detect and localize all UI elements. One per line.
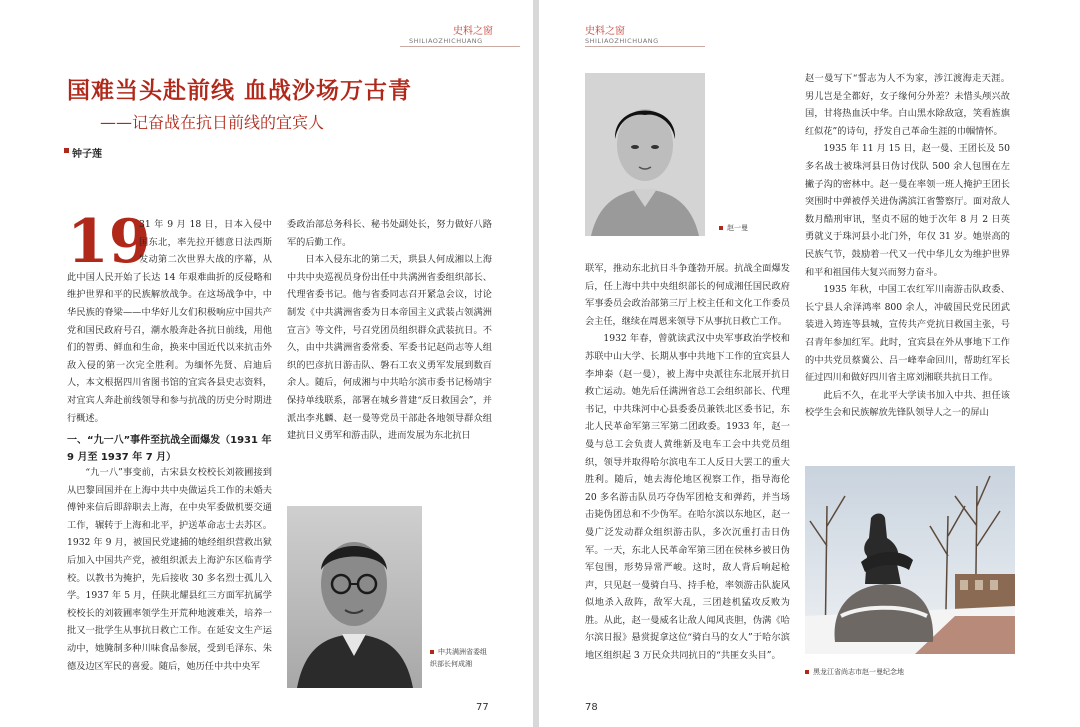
column-3-body	[585, 260, 790, 700]
column-2-body	[287, 216, 492, 476]
caption-text: 黑龙江省尚志市赵一曼纪念地	[813, 668, 904, 676]
page-number-left: 77	[476, 702, 489, 713]
body-paragraph: 1932 年春，曾就读武汉中央军事政治学校和苏联中山大学、长期从事中共地下工作的宜宾县人李坤泰（赵一曼），被上海中央派往东北展开抗日救亡运动。她先后任满洲省总工会组织部长、代理书记，中共珠河中心县委委员兼铁北区委书记，东北人民革命军第三军第二团政委。1933 年，赵一曼与总工会负责人黄维新及电车工会中共党员组织，领导并取得哈尔滨电车工人反日大罢工的重大胜利。随后，她去海伦地区视察工作，指导海伦 20 多名游击队员巧夺伪军团枪支和弹药，并当场击毙伪团总和不少伪军。在哈尔滨以东地区，赵一曼广泛发动群众组织游击队，多次沉重打击日伪军。一天，东北人民革命军第三团在侯林乡被日伪军包围，形势异常严峻。这时，敌人背后响起枪声，只见赵一曼骑白马、持手枪，率领游击队旋风似地杀入敌阵，敌军大乱，三团趁机猛攻反败为胜。从此，赵一曼威名让敌人闻风丧胆，伪满《哈尔滨日报》悬赏捉拿这位“骑白马的女人”于哈尔滨地区组织起 3 万民众共同抗日的“共匪女头目”。	[585, 333, 790, 662]
portrait-photo-icon	[287, 506, 422, 688]
body-paragraph: 日本入侵东北的第二天，珙县人何成湘以上海中共中央巡视员身份出任中共满洲省委组织部长、代理省委书记。他与省委同志召开紧急会议，讨论制发《中共满洲省委为日本帝国主义武装占领满洲宣言》等文件，号召党团员组织群众武装抗日。不久，由中共满洲省委常委、军委书记赵尚志等人组织的巴彦抗日游击队、磐石工农义勇军发展到数百余人。随后，何成湘与中共哈尔滨市委书记杨靖宇保持单线联系，部署在城乡普建“反日救国会”，并派出李兆麟、赵一曼等党员干部赴各地领导群众组建抗日义勇军和游击队，进而发展为东北抗日	[287, 254, 492, 442]
dropcap-spacer	[67, 216, 139, 268]
photo-he-chengxiang	[287, 506, 422, 688]
header-rule	[400, 46, 520, 47]
caption-dot	[805, 670, 809, 674]
author-name: 钟子莲	[72, 149, 102, 160]
body-paragraph: “九一八”事变前，古宋县女校校长刘筱圃接到从巴黎回国并在上海中共中央做运兵工作的未婚夫傅钟来信后即辞职去上海，在中央军委做机要交通工作，辗转于上海和北平，护送革命志士去苏区。1932 年 9 月，被国民党逮捕的她经组织营救出狱后加入中国共产党，被组织派去上海沪东区临青学校。以教书为掩护，先后接收 30 多名烈士孤儿入学。1937 年 5 月，任陕北耀县红三方面军抗属学校校长的刘筱圃率领学生开荒种地渡难关，培养一批又一批学生从事抗日救亡工作。在延安文生产运动中，她腌制多种川味食品参展，受到毛泽东、朱德及边区军民的喜爱。随后，她历任中共中央军	[67, 467, 272, 672]
left-page	[0, 0, 533, 727]
photo-caption	[805, 666, 1015, 678]
column-4-body	[805, 70, 1010, 460]
intro-paragraph: 31 年 9 月 18 日，日本入侵中国东北，率先拉开德意日法西斯发动第二次世界大战的序幕，从此中国人民开始了长达 14 年艰难曲折的反侵略和维护世界和平的民族解放战争。在这场战争中，中华民族的脊梁——中华好儿女们积极响应中国共产党和国民政府号召，潮水般奔赴各抗日前线，用他们的智勇、鲜血和生命，换来中国近代以来抗击外敌入侵的第一次完全胜利。为缅怀先贤、启迪后人，本文根据四川省图书馆的宜宾各县史志资料，对宜宾人奔赴前线领导和参与抗战的历史分时期进行概述。	[67, 219, 272, 424]
section-heading-1: 一、“九一八”事件至抗战全面爆发（1931 年 9 月至 1937 年 7 月）	[67, 435, 272, 463]
article-title: 国难当头赴前线 血战沙场万古青	[67, 78, 413, 104]
body-paragraph: 1935 年 11 月 15 日，赵一曼、王团长及 50 多名战士被珠河县日伪讨伐队 500 余人包围在左撇子沟的密林中。赵一曼在率领一班人掩护王团长突围时中弹被俘关进伪满滨江省警察厅。面对敌人数月酷刑审讯，坚贞不屈的她于次年 8 月 2 日英勇就义于珠河县小北门外，年仅 31 岁。她崇高的民族气节，鼓励着一代又一代中华儿女为维护世界和平和祖国伟大复兴而努力奋斗。	[805, 143, 1010, 278]
caption-dot	[719, 226, 723, 230]
right-page	[539, 0, 1080, 727]
page-number-right: 78	[585, 702, 598, 713]
body-paragraph: 联军，推动东北抗日斗争蓬勃开展。抗战全面爆发后，任上海中共中央组织部长的何成湘任国民政府军事委员会政治部第三厅上校主任和文化工作委员会主任，继续在周恩来领导下从事抗日救亡工作。	[585, 263, 790, 327]
drop-cap: 19	[67, 207, 151, 277]
body-paragraph: 赵一曼写下“誓志为人不为家，涉江渡海走天涯。男儿岂是全都好，女子缘何分外差？未惜头颅兴故国，甘将热血沃中华。白山黑水除敌寇，笑看旌旗红似花”的诗句，抒发自己革命生涯的巾帼情怀。	[805, 73, 1010, 137]
caption-text: 中共满洲省委组织部长何成湘	[430, 648, 487, 668]
running-head-label: 史料之窗	[585, 26, 625, 37]
article-subtitle: ——记奋战在抗日前线的宜宾人	[100, 113, 325, 132]
photo-caption	[430, 646, 492, 670]
running-head-sub: SHILIAOZHICHUANG	[409, 37, 483, 45]
column-1-body	[67, 464, 272, 696]
body-paragraph: 委政治部总务科长、秘书处副处长，努力做好八路军的后勤工作。	[287, 219, 492, 248]
photo-zhao-yiman	[585, 73, 705, 236]
caption-text: 赵一曼	[727, 224, 748, 232]
running-head-sub: SHILIAOZHICHUANG	[585, 37, 659, 45]
photo-memorial-site	[805, 466, 1015, 654]
portrait-photo-icon	[585, 73, 705, 236]
header-rule	[585, 46, 705, 47]
memorial-photo-icon	[805, 466, 1015, 654]
author-bullet	[64, 148, 69, 153]
body-paragraph: 此后不久，在北平大学读书加入中共、担任该校学生会和民族解放先锋队领导人之一的屏山	[805, 389, 1010, 419]
body-paragraph: 1935 年秋，中国工农红军川南游击队政委、长宁县人余泽鸿率 800 余人，冲破国民党民团武装进入筠连等县城，宣传共产党抗日救国主张，号召青年参加红军。此时，宜宾县在外从事地下工作的中共党员蔡冀公、吕一峰奉命回川，帮助红军长征过四川和做好四川省主席刘湘联共抗日工作。	[805, 284, 1010, 384]
running-head-label: 史料之窗	[453, 26, 493, 37]
column-1-intro	[67, 216, 272, 424]
photo-caption	[719, 222, 779, 234]
caption-dot	[430, 650, 434, 654]
